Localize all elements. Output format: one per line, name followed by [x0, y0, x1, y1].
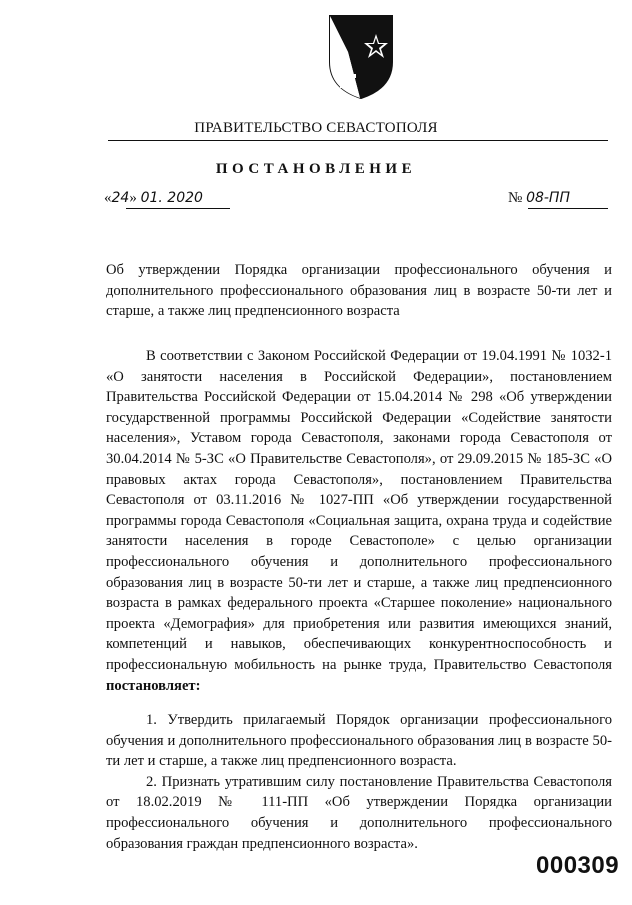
- number-value: 08-ПП: [526, 190, 570, 206]
- date-quote-close: »: [129, 190, 137, 206]
- document-body: [106, 346, 612, 854]
- date-underline: [126, 208, 230, 209]
- sevastopol-coat-of-arms-icon: [326, 12, 396, 100]
- number-sign: №: [508, 190, 523, 206]
- document-subject: Об утверждении Порядка организации профессионального обучения и дополнительного профессионального образования лиц в возрасте 50-ти лет и старше, а также лиц предпенсионного возраста: [106, 262, 612, 319]
- header-rule: [108, 140, 608, 141]
- serial-number: 000309: [536, 852, 620, 879]
- item-2: 2. Признать утратившим силу постановление Правительства Севастополя от 18.02.2019 № 111-ПП «Об утверждении Порядка организации профессионального обучения и дополнительного профессионального образования граждан предпенсионного возраста».: [106, 773, 612, 852]
- item-1: 1. Утвердить прилагаемый Порядок организации профессионального обучения и дополнительного профессионального образования лиц в возрасте 50-ти лет и старше, а также лиц предпенсионного возраста.: [106, 712, 612, 770]
- coat-of-arms: [326, 12, 396, 100]
- document-number: [508, 190, 618, 207]
- decree-word: постановляет:: [106, 677, 201, 694]
- date-month-year: 01. 2020: [140, 190, 203, 206]
- issuer-title: ПРАВИТЕЛЬСТВО СЕВАСТОПОЛЯ: [194, 120, 438, 136]
- document-type: ПОСТАНОВЛЕНИЕ: [215, 161, 417, 177]
- preamble-paragraph: [106, 346, 612, 696]
- document-date: [104, 190, 244, 207]
- preamble-text: В соответствии с Законом Российской Федерации от 19.04.1991 № 1032-1 «О занятости населения в Российской Федерации», постановлением Правительства Российской Федерации от 15.04.2014 № 298 «Об утверждении государственной программы Российской Федерации «Содействие занятости населения», Уставом города Севастополя, законами города Севастополя от 30.04.2014 № 5-ЗС «О Правительстве Севастополя», от 29.09.2015 № 185-ЗС «О правовых актах города Севастополя», постановлением Правительства Севастополя от 03.11.2016 № 1027-ПП «Об утверждении государственной программы города Севастополя «Социальная защита, охрана труда и содействие занятости населения в городе Севастополе» с целью организации профессионального обучения и дополнительного профессионального образования лиц в возрасте 50-ти лет и старше, а также лиц предпенсионного возраста в рамках федерального проекта «Старшее поколение» национального проекта «Демография» для приобретения или развития имеющихся знаний, компетенций и навыков, обеспечивающих конкурентноспособность и профессиональную мобильность на рынке труда, Правительство Севастополя: [106, 348, 612, 673]
- date-quote-open: «: [104, 190, 112, 206]
- number-underline: [528, 208, 608, 209]
- date-day: 24: [111, 190, 130, 206]
